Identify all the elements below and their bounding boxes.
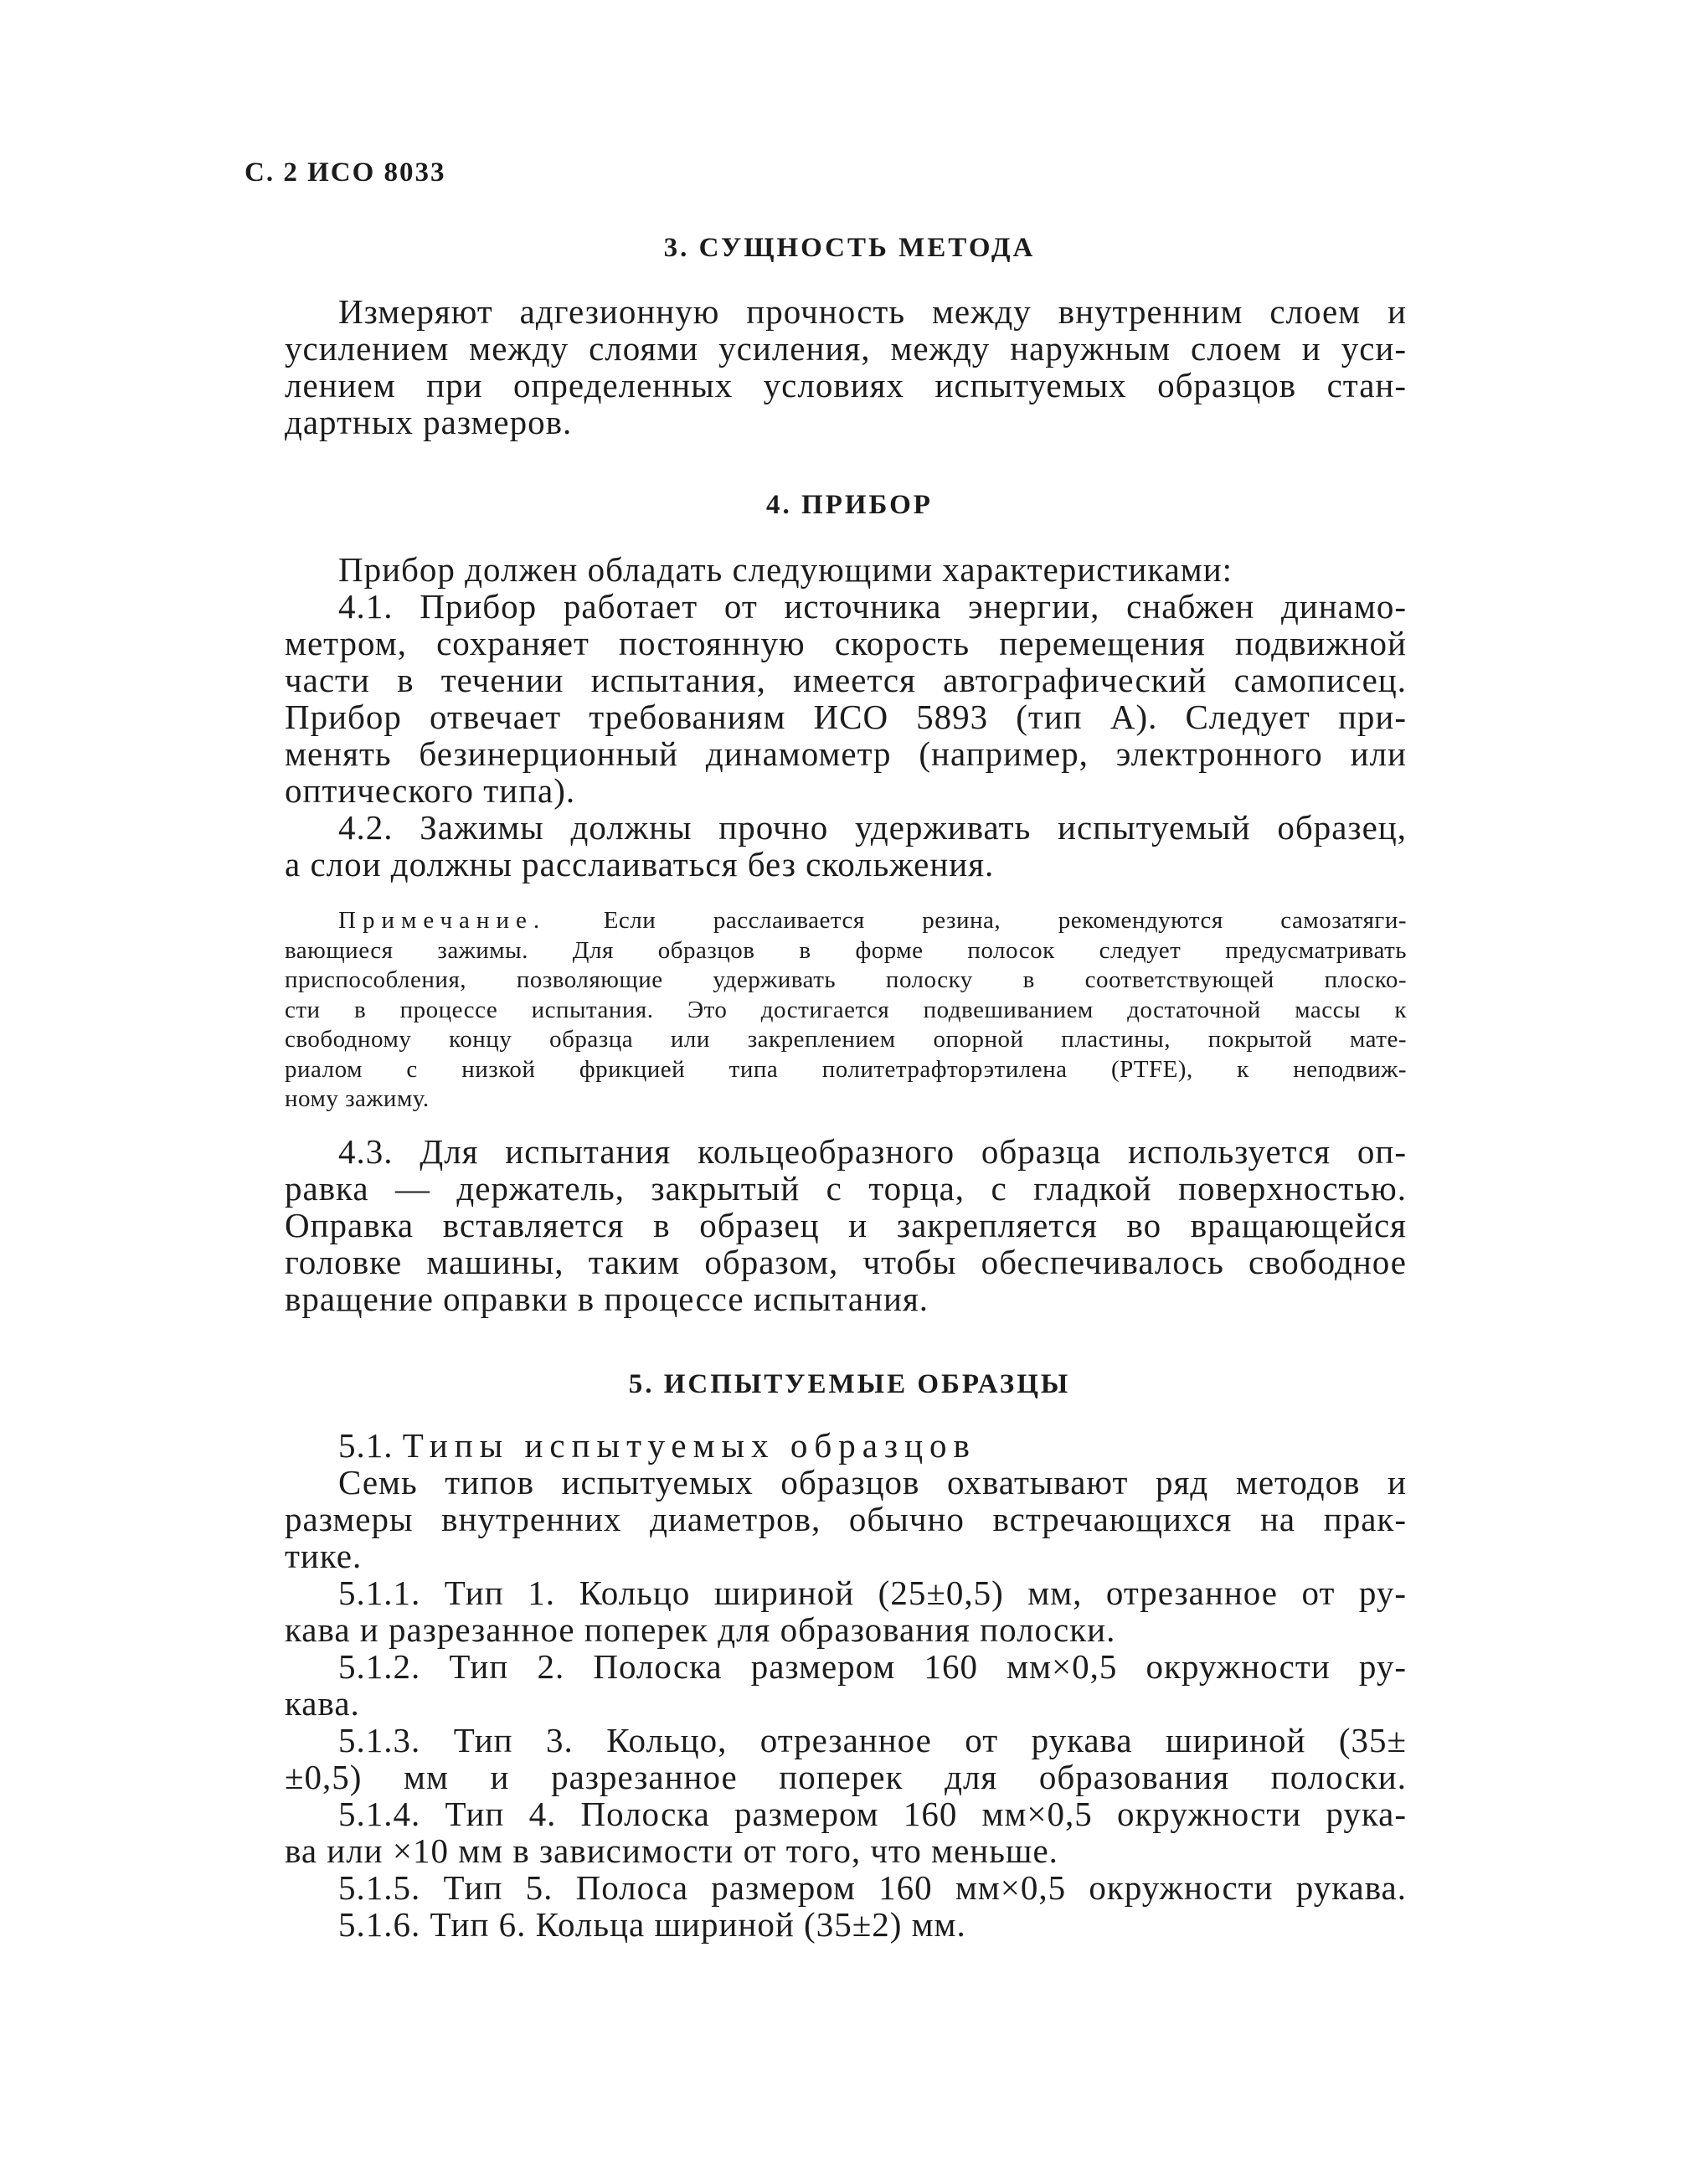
text-line: кава. [285, 1684, 360, 1723]
page-header: С. 2 ИСО 8033 [245, 157, 446, 188]
text-line: 5.1.2. Тип 2. Полоска размером 160 мм×0,5 окружности ру- [338, 1647, 1407, 1686]
section-4-title: 4. ПРИБОР [766, 490, 933, 520]
text-line: менять безинерционный динамометр (например, электронного или [285, 734, 1407, 773]
text-line: 5.1.6. Тип 6. Кольца шириной (35±2) мм. [338, 1905, 966, 1944]
note-line: приспособления, позволяющие удерживать полоску в соответствующей плоско- [285, 966, 1407, 993]
text-line: вращение оправки в процессе испытания. [285, 1280, 929, 1318]
subsection-label: Типы испытуемых образцов [402, 1426, 976, 1465]
text-line: размеры внутренних диаметров, обычно встречающихся на прак- [285, 1500, 1407, 1538]
note-line: ному зажиму. [285, 1085, 430, 1112]
text-line: оптического типа). [285, 771, 576, 810]
text-line: дартных размеров. [285, 403, 573, 441]
text-line: ±0,5) мм и разрезанное поперек для образования полоски. [285, 1758, 1407, 1796]
text-line: Прибор должен обладать следующими характеристиками: [338, 550, 1233, 589]
text-line: лением при определенных условиях испытуемых образцов стан- [285, 366, 1407, 404]
note-label: Примечание. [338, 907, 547, 934]
text-line: метром, сохраняет постоянную скорость перемещения подвижной [285, 624, 1407, 662]
text-line: 4.3. Для испытания кольцеобразного образца используется оп- [338, 1132, 1407, 1171]
note-line: свободному концу образца или закреплением опорной пластины, покрытой мате- [285, 1026, 1407, 1053]
subsection-number: 5.1. [338, 1426, 394, 1465]
text-line: Измеряют адгезионную прочность между внутренним слоем и [338, 292, 1407, 331]
text-line: ва или ×10 мм в зависимости от того, что меньше. [285, 1831, 1058, 1870]
text-line: а слои должны расслаиваться без скольжения. [285, 845, 995, 883]
note-line: сти в процессе испытания. Это достигается подвешиванием достаточной массы к [285, 996, 1407, 1023]
note-line [285, 906, 1407, 936]
section-3-body [285, 293, 1407, 440]
section-4-body [285, 551, 1407, 883]
note-block [285, 906, 1407, 1115]
note-text: Если расслаивается резина, рекомендуются самозатяги- [546, 907, 1407, 934]
text-line: 4.2. Зажимы должны прочно удерживать испытуемый образец, [338, 808, 1407, 847]
text-line: равка — держатель, закрытый с торца, с гладкой поверхностью. [285, 1169, 1407, 1208]
text-line: тике. [285, 1537, 363, 1575]
text-line: Прибор отвечает требованиям ИСО 5893 (тип А). Следует при- [285, 698, 1407, 736]
text-line: кава и разрезанное поперек для образования полоски. [285, 1610, 1116, 1649]
section-4-body-continued [285, 1133, 1407, 1317]
note-line: вающиеся зажимы. Для образцов в форме полосок следует предусматривать [285, 936, 1407, 964]
subsection-title [285, 1427, 1407, 1464]
text-line: усилением между слоями усиления, между наружным слоем и уси- [285, 329, 1407, 368]
text-line: 5.1.4. Тип 4. Полоска размером 160 мм×0,5 окружности рука- [338, 1795, 1407, 1833]
text-line: 5.1.5. Тип 5. Полоса размером 160 мм×0,5 окружности рукава. [338, 1868, 1407, 1907]
text-line: 5.1.3. Тип 3. Кольцо, отрезанное от рукава шириной (35± [338, 1721, 1407, 1759]
section-5-body [285, 1427, 1407, 1943]
text-line: Оправка вставляется в образец и закрепляется во вращающейся [285, 1206, 1407, 1244]
text-line: головке машины, таким образом, чтобы обеспечивалось свободное [285, 1243, 1407, 1281]
text-line: Семь типов испытуемых образцов охватывают ряд методов и [338, 1463, 1407, 1502]
text-line: части в течении испытания, имеется автографический самописец. [285, 661, 1407, 699]
text-line: 4.1. Прибор работает от источника энергии, снабжен динамо- [338, 587, 1407, 626]
note-line: риалом с низкой фрикцией типа политетрафторэтилена (PTFE), к неподвиж- [285, 1055, 1407, 1083]
text-line: 5.1.1. Тип 1. Кольцо шириной (25±0,5) мм, отрезанное от ру- [338, 1574, 1407, 1612]
section-3-title: 3. СУЩНОСТЬ МЕТОДА [663, 233, 1036, 263]
section-5-title: 5. ИСПЫТУЕМЫЕ ОБРАЗЦЫ [628, 1369, 1071, 1399]
